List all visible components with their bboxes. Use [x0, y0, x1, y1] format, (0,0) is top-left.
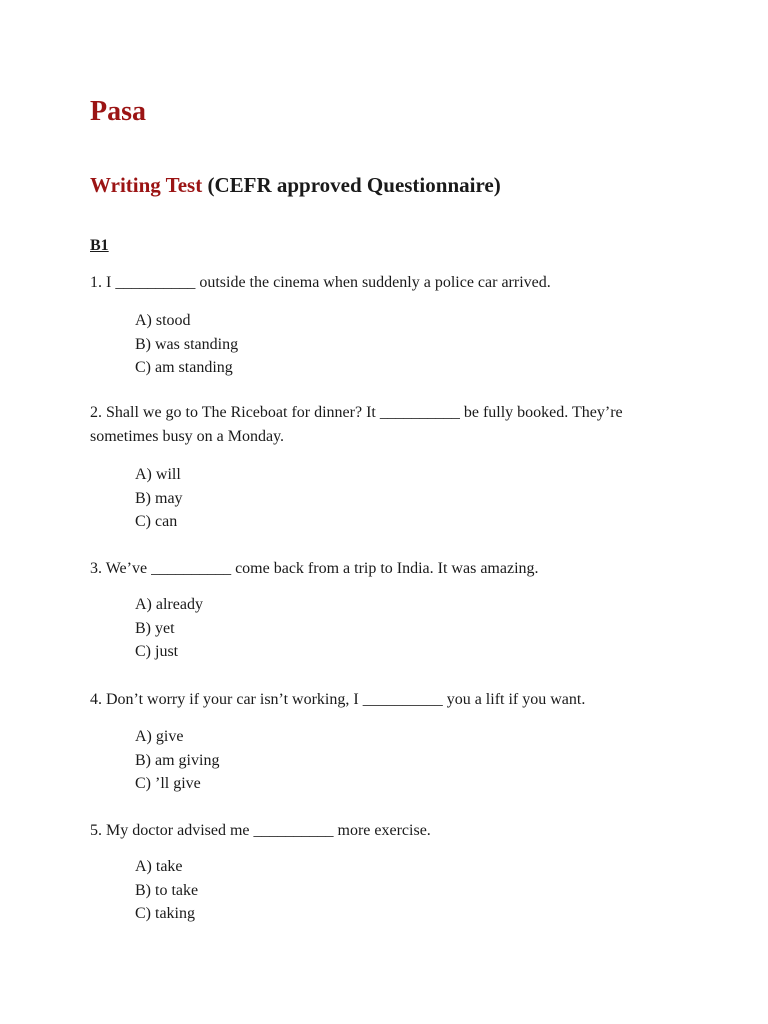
option-b: B) to take [135, 881, 199, 899]
test-heading [90, 170, 501, 200]
option-a: A) take [135, 858, 183, 875]
option-b: B) am giving [135, 751, 220, 769]
question-4 [90, 688, 690, 796]
test-subtitle: (CEFR approved Questionnaire) [207, 173, 501, 197]
level-heading: B1 [90, 237, 109, 254]
question-2 [90, 401, 690, 534]
option-list [90, 593, 690, 664]
option-b: B) was standing [135, 335, 239, 353]
question-text: 1. I __________ outside the cinema when suddenly a police car arrived. [90, 274, 551, 291]
test-title: Writing Test [90, 173, 203, 197]
question-text: 2. Shall we go to The Riceboat for dinner? It __________ be fully booked. They’re sometimes busy on a Monday. [90, 404, 623, 445]
question-1 [90, 271, 690, 380]
question-text: 3. We’ve __________ come back from a trip to India. It was amazing. [90, 560, 539, 577]
question-text: 5. My doctor advised me __________ more exercise. [90, 822, 431, 839]
option-a: A) give [135, 728, 184, 745]
option-a: A) will [135, 466, 181, 483]
option-c: C) am standing [135, 359, 233, 376]
option-list [90, 855, 690, 926]
question-3 [90, 557, 690, 664]
brand-title: Pasa [90, 96, 146, 127]
option-c: C) just [135, 643, 179, 660]
option-list [90, 725, 690, 796]
question-text: 4. Don’t worry if your car isn’t working, I __________ you a lift if you want. [90, 691, 586, 708]
option-a: A) stood [135, 312, 191, 329]
option-b: B) may [135, 489, 183, 507]
option-a: A) already [135, 596, 203, 613]
option-list [90, 309, 690, 380]
question-5 [90, 819, 690, 926]
option-list [90, 463, 690, 534]
option-b: B) yet [135, 619, 175, 637]
option-c: C) can [135, 513, 178, 530]
option-c: C) ’ll give [135, 775, 201, 792]
option-c: C) taking [135, 905, 195, 922]
